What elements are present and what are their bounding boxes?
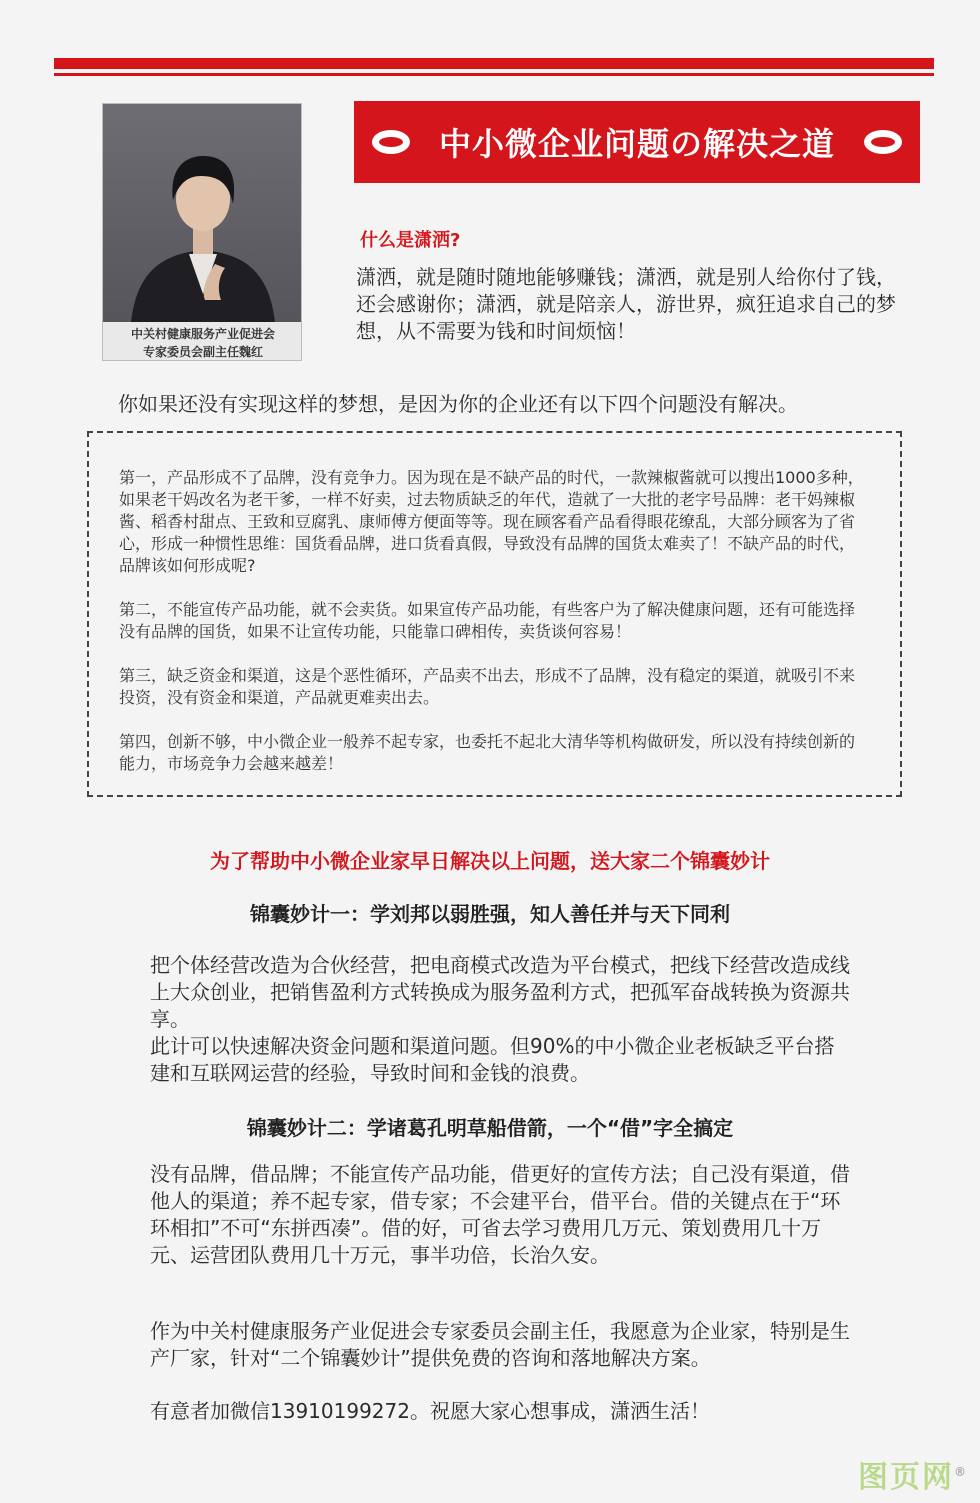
ring-icon: [372, 130, 410, 154]
portrait-photo: [103, 104, 302, 322]
title-banner: [354, 101, 920, 183]
tip2-body: 没有品牌，借品牌；不能宣传产品功能，借更好的宣传方法；自己没有渠道，借他人的渠道；养不起专家，借专家；不会建平台，借平台。借的关键点在于“环环相扣”不可“东拼西凑”。借的好，可省去学习费用几万元、策划费用几十万元、运营团队费用几十万元，事半功倍，长治久安。: [150, 1162, 850, 1267]
tip1-title: 锦囊妙计一：学刘邦以弱胜强，知人善任并与天下同利: [250, 902, 730, 926]
problem-item: 第三，缺乏资金和渠道，这是个恶性循环，产品卖不出去，形成不了品牌，没有稳定的渠道，就吸引不来投资，没有资金和渠道，产品就更难卖出去。: [119, 666, 856, 707]
banner-title: 中小微企业问题の解决之道: [438, 125, 835, 163]
watermark-logo: 图页网®: [858, 1460, 968, 1495]
problems-box: [87, 431, 902, 797]
help-title: 为了帮助中小微企业家早日解决以上问题，送大家二个锦囊妙计: [210, 849, 770, 873]
portrait-caption: [103, 322, 302, 361]
ring-icon: [864, 130, 902, 154]
portrait-card: [102, 103, 302, 361]
problem-item: 第二，不能宣传产品功能，就不会卖货。如果宣传产品功能，有些客户为了解决健康问题，还有可能选择没有品牌的国货，如果不让宣传功能，只能靠口碑相传，卖货谈何容易！: [119, 600, 856, 641]
caption-line-1: 中关村健康服务产业促进会: [130, 327, 275, 341]
question-title: 什么是潇洒?: [360, 230, 461, 251]
caption-line-2: 专家委员会副主任魏红: [142, 345, 263, 359]
watermark-text: 图页网: [858, 1460, 954, 1495]
contact-text: 有意者加微信13910199272。祝愿大家心想事成，潇洒生活！: [150, 1399, 710, 1423]
problem-item: 第四，创新不够，中小微企业一般养不起专家，也委托不起北大清华等机构做研发，所以没有持续创新的能力，市场竞争力会越来越差！: [119, 732, 856, 773]
top-divider: [54, 58, 934, 78]
tip1-paragraph: 把个体经营改造为合伙经营，把电商模式改造为平台模式，把线下经营改造成线上大众创业，把销售盈利方式转换成为服务盈利方式，把孤军奋战转换为资源共享。: [150, 953, 850, 1031]
problem-item: 第一，产品形成不了品牌，没有竞争力。因为现在是不缺产品的时代，一款辣椒酱就可以搜出1000多种，如果老干妈改名为老干爹，一样不好卖，过去物质缺乏的年代，造就了一大批的老字号品牌：老干妈辣椒酱、稻香村甜点、王致和豆腐乳、康师傅方便面等等。现在顾客看产品看得眼花缭乱，大部分顾客为了省心，形成一种惯性思维：国货看品牌，进口货看真假，导致没有品牌的国货太难卖了！不缺产品的时代，品牌该如何形成呢?: [119, 468, 864, 575]
tip1-paragraph: 此计可以快速解决资金问题和渠道问题。但90%的中小微企业老板缺乏平台搭建和互联网运营的经验，导致时间和金钱的浪费。: [150, 1034, 835, 1085]
question-answer: 潇洒，就是随时随地能够赚钱；潇洒，就是别人给你付了钱，还会感谢你；潇洒，就是陪亲人，游世界，疯狂追求自己的梦想，从不需要为钱和时间烦恼！: [356, 265, 896, 343]
tip1-body: [150, 952, 850, 1087]
tip2-title: 锦囊妙计二：学诸葛孔明草船借箭，一个“借”字全搞定: [246, 1116, 734, 1140]
closing-text: 作为中关村健康服务产业促进会专家委员会副主任，我愿意为企业家，特别是生产厂家，针对“二个锦囊妙计”提供免费的咨询和落地解决方案。: [150, 1319, 850, 1370]
lead-text: 你如果还没有实现这样的梦想，是因为你的企业还有以下四个问题没有解决。: [118, 392, 798, 416]
